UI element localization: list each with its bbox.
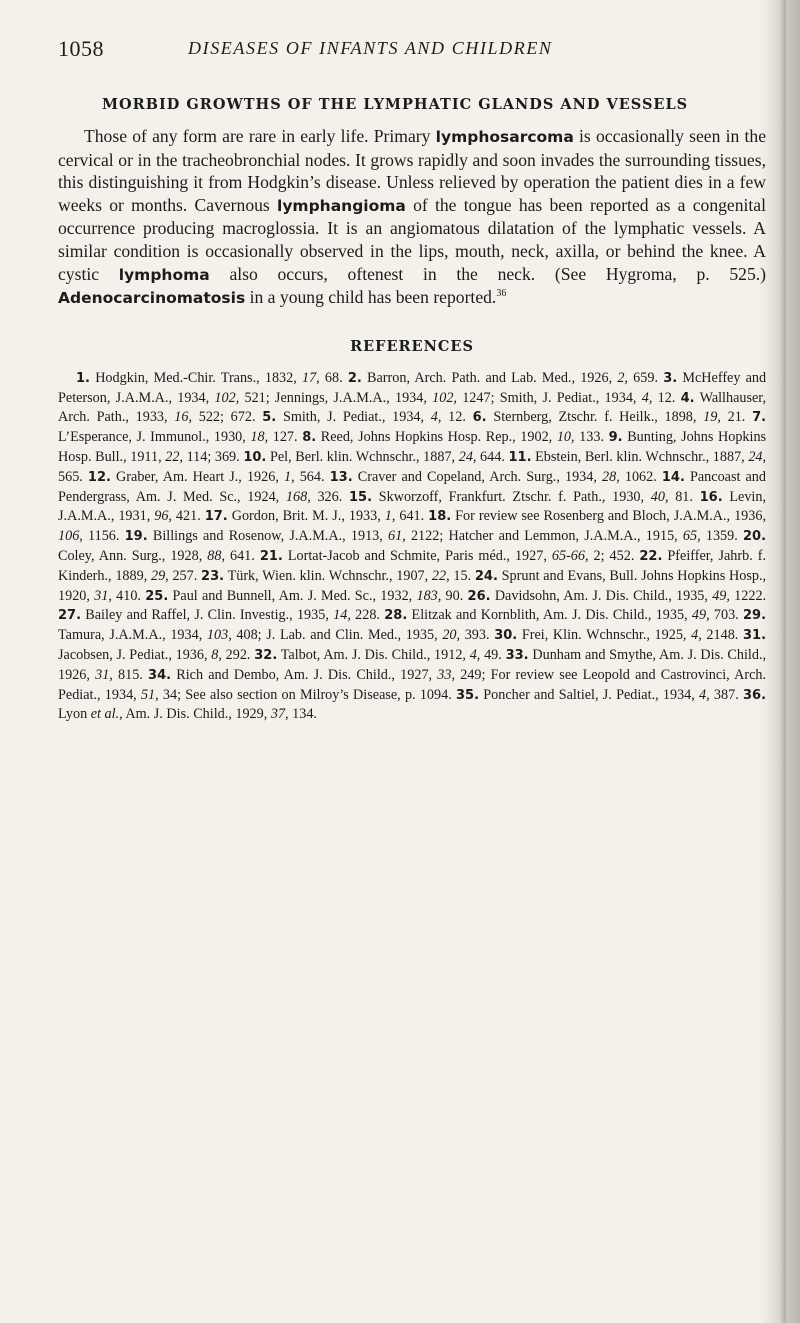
text-run: Those of any form are rare in early life. Primary xyxy=(84,126,436,146)
reference-volume: 18, xyxy=(250,429,269,446)
reference-text: 641. xyxy=(395,508,425,525)
reference-volume: 2, xyxy=(617,369,628,386)
reference-volume: 40, xyxy=(650,488,669,505)
reference-volume: 49, xyxy=(712,587,730,604)
reference-entry xyxy=(254,647,502,663)
reference-volume: 168, xyxy=(285,488,311,505)
reference-volume: 24, xyxy=(458,448,477,465)
reference-text: Bailey and Raffel, J. Clin. Investig., 1935, xyxy=(85,607,334,624)
reference-number: 5. xyxy=(262,410,277,426)
running-title: DISEASES OF INFANTS AND CHILDREN xyxy=(188,38,553,58)
reference-entry xyxy=(76,370,343,386)
reference-volume: 22, xyxy=(431,567,450,584)
reference-text: Coley, Ann. Surg., 1928, xyxy=(58,547,208,564)
text-run: of the tongue has been reported as a congenital occurrence producing macroglossia. It is an angiomatous dilatation of the lymphatic vessels. A similar condition is occasionally observed in the lips, mouth, neck, axilla, or behind the knee. A cystic xyxy=(58,194,766,284)
reference-number: 33. xyxy=(505,647,529,663)
reference-text: 644. xyxy=(476,448,505,465)
reference-text: 228. xyxy=(350,607,380,624)
reference-volume: 102, xyxy=(214,389,240,406)
reference-text: 81. xyxy=(668,488,693,505)
reference-text: 21. xyxy=(720,409,746,426)
reference-number: 30. xyxy=(494,628,518,644)
reference-number: 27. xyxy=(58,608,82,624)
reference-text: 703. xyxy=(709,607,739,624)
reference-number: 10. xyxy=(243,449,267,465)
references-heading: REFERENCES xyxy=(350,337,474,355)
reference-number: 13. xyxy=(329,469,353,485)
reference-number: 8. xyxy=(302,430,317,446)
reference-entry xyxy=(330,469,657,485)
reference-text: Skworzoff, Frankfurt. Ztschr. f. Path., 1930, xyxy=(378,488,651,505)
reference-text: Levin, J.A.M.A., 1931, xyxy=(58,488,767,525)
reference-text: 2122; Hatcher and Lemmon, J.A.M.A., 1915, xyxy=(405,528,683,545)
reference-entry xyxy=(348,370,658,386)
reference-text: 257. xyxy=(168,567,198,584)
reference-text: Lyon xyxy=(58,706,91,723)
reference-text: 68. xyxy=(319,369,343,386)
reference-volume: 37, xyxy=(270,706,289,723)
reference-number: 12. xyxy=(87,469,111,485)
reference-entry xyxy=(125,528,738,544)
reference-volume: 96, xyxy=(154,508,172,525)
reference-text: Graber, Am. Heart J., 1926, xyxy=(116,468,284,485)
reference-text: Wallhauser, Arch. Path., 1933, xyxy=(58,389,767,426)
reference-text: Lortat-Jacob and Schmite, Paris méd., 1927, xyxy=(287,547,552,564)
reference-volume: 61, xyxy=(388,528,406,545)
reference-text: 134. xyxy=(288,706,317,723)
reference-text: 815. xyxy=(112,666,143,683)
reference-entry xyxy=(260,548,635,564)
reference-number: 4. xyxy=(680,390,695,406)
reference-text: Jacobsen, J. Pediat., 1936, xyxy=(58,646,212,663)
reference-text: Gordon, Brit. M. J., 1933, xyxy=(231,508,385,525)
reference-number: 11. xyxy=(508,449,532,465)
reference-text: 659. xyxy=(627,369,658,386)
reference-entry xyxy=(468,588,767,604)
reference-entry xyxy=(473,409,746,425)
reference-text: Elitzak and Kornblith, Am. J. Dis. Child., 1935, xyxy=(411,607,692,624)
reference-text: 90. xyxy=(441,587,464,604)
reference-number: 9. xyxy=(608,430,623,446)
reference-number: 31. xyxy=(743,628,767,644)
reference-text: McHeffey and Peterson, J.A.M.A., 1934, xyxy=(58,369,767,406)
reference-volume: 49, xyxy=(691,607,710,624)
reference-text: 15. xyxy=(449,567,472,584)
references-list xyxy=(58,369,766,724)
reference-text: 521; Jennings, J.A.M.A., 1934, xyxy=(239,389,433,406)
reference-text: 565. xyxy=(58,468,83,485)
page-number: 1058 xyxy=(58,36,104,61)
reference-text: 641. xyxy=(225,547,255,564)
reference-text: Ebstein, Berl. klin. Wchnschr., 1887, xyxy=(535,448,749,465)
reference-text: Billings and Rosenow, J.A.M.A., 1913, xyxy=(152,528,389,545)
reference-text: 564. xyxy=(294,468,325,485)
reference-text: 2148. xyxy=(701,627,739,644)
page-content xyxy=(58,36,766,724)
reference-text: 249; For review see Leopold and Castrovinci, Arch. Pediat., 1934, xyxy=(58,666,767,703)
reference-number: 35. xyxy=(456,687,480,703)
reference-text: 393. xyxy=(460,627,490,644)
reference-entry xyxy=(58,607,380,623)
reference-entry xyxy=(349,489,693,505)
reference-volume: 22, xyxy=(165,448,183,465)
reference-text: Paul and Bunnell, Am. J. Med. Sc., 1932, xyxy=(172,587,417,604)
reference-volume: 51, xyxy=(140,686,159,703)
reference-text: Dunham and Smythe, Am. J. Dis. Child., 1926, xyxy=(58,646,767,683)
reference-text: Tamura, J.A.M.A., 1934, xyxy=(58,627,207,644)
reference-volume: 1, xyxy=(384,508,396,525)
reference-number: 22. xyxy=(639,548,663,564)
reference-number: 20. xyxy=(742,529,767,545)
footnote-marker: 36 xyxy=(496,288,507,300)
reference-entry xyxy=(262,409,466,425)
reference-entry xyxy=(243,449,505,465)
reference-entry xyxy=(456,687,739,703)
reference-number: 15. xyxy=(348,489,373,505)
reference-number: 29. xyxy=(743,608,767,624)
reference-text: Smith, J. Pediat., 1934, xyxy=(282,409,431,426)
reference-volume: 65, xyxy=(682,528,701,545)
reference-entry xyxy=(205,508,424,524)
reference-number: 19. xyxy=(124,529,148,545)
section-heading: MORBID GROWTHS OF THE LYMPHATIC GLANDS AND VESSELS xyxy=(102,96,689,113)
reference-text: Barron, Arch. Path. and Lab. Med., 1926, xyxy=(367,369,618,386)
reference-volume: 88, xyxy=(207,547,225,564)
page-edge-fold xyxy=(780,0,786,1323)
reference-number: 36. xyxy=(743,687,767,703)
reference-text: 408; J. Lab. and Clin. Med., 1935, xyxy=(231,627,443,644)
reference-text: 292. xyxy=(221,646,251,663)
bold-term: Adenocarcinomatosis xyxy=(58,289,246,308)
running-head xyxy=(58,36,766,70)
reference-volume: 65-66, xyxy=(551,547,589,564)
reference-text: 1222. xyxy=(729,587,767,604)
reference-text: Bunting, Johns Hopkins Hosp. Bull., 1911, xyxy=(58,429,767,465)
reference-entry xyxy=(88,469,325,485)
reference-text: 2; 452. xyxy=(588,547,635,564)
reference-volume: 106, xyxy=(58,528,83,545)
bold-term: lymphangioma xyxy=(277,196,406,215)
reference-number: 7. xyxy=(752,410,767,426)
reference-text: Türk, Wien. klin. Wchnschr., 1907, xyxy=(227,567,432,584)
reference-text: 1359. xyxy=(700,528,738,545)
reference-text: 34; See also section on Milroy’s Disease, p. 1094. xyxy=(158,686,452,703)
reference-number: 34. xyxy=(148,667,172,683)
reference-text: 1247; Smith, J. Pediat., 1934, xyxy=(456,389,642,406)
reference-number: 21. xyxy=(259,548,283,564)
reference-text: Talbot, Am. J. Dis. Child., 1912, xyxy=(280,646,470,663)
reference-text: 387. xyxy=(709,686,739,703)
reference-number: 3. xyxy=(663,370,678,386)
reference-number: 2. xyxy=(347,370,362,386)
reference-entry xyxy=(145,588,463,604)
reference-volume: 33, xyxy=(437,666,456,683)
reference-volume: 4, xyxy=(691,627,702,644)
reference-volume: 16, xyxy=(174,409,193,426)
text-run: is occasionally seen in the cervical or in the tracheobronchial nodes. It grows rapidly and soon invades the surrounding tissues, this distinguishing it from Hodgkin’s disease. Unless relieved by operation the patient dies in a few weeks or months. Cavernous xyxy=(58,126,766,215)
reference-volume: 29, xyxy=(150,567,169,584)
reference-text: Craver and Copeland, Arch. Surg., 1934, xyxy=(357,468,603,485)
reference-number: 24. xyxy=(474,568,498,584)
reference-text: Pancoast and Pendergrass, Am. J. Med. Sc., 1924, xyxy=(58,468,766,505)
reference-text: Hodgkin, Med.-Chir. Trans., 1832, xyxy=(95,369,302,386)
reference-text: Pel, Berl. klin. Wchnschr., 1887, xyxy=(269,448,459,465)
reference-number: 28. xyxy=(384,608,408,624)
reference-volume: 102, xyxy=(432,389,457,406)
reference-number: 1. xyxy=(76,370,90,386)
reference-text: 49. xyxy=(480,646,502,663)
reference-number: 14. xyxy=(661,469,685,485)
reference-volume: 31, xyxy=(95,666,113,683)
reference-text: Pfeiffer, Jahrb. f. Kinderh., 1889, xyxy=(58,547,767,584)
reference-volume: 1, xyxy=(283,468,295,485)
reference-text: 114; 369. xyxy=(182,448,240,465)
bold-term: lymphoma xyxy=(118,265,210,284)
reference-text: Sternberg, Ztschr. f. Heilk., 1898, xyxy=(493,409,704,426)
reference-text: 410. xyxy=(111,587,141,604)
reference-text: 421. xyxy=(171,508,201,525)
reference-text: Rich and Dembo, Am. J. Dis. Child., 1927, xyxy=(176,666,438,683)
reference-text: 12. xyxy=(441,409,466,426)
reference-text: Davidsohn, Am. J. Dis. Child., 1935, xyxy=(494,587,713,604)
reference-entry xyxy=(302,429,604,445)
text-run: also occurs, oftenest in the neck. (See Hygroma, p. 525.) xyxy=(209,263,767,284)
text-run: in a young child has been reported. xyxy=(245,287,497,308)
reference-entry xyxy=(201,568,471,584)
reference-text: For review see Rosenberg and Bloch, J.A.M.A., 1936, xyxy=(455,508,766,525)
reference-text: Frei, Klin. Wchnschr., 1925, xyxy=(521,627,692,644)
reference-volume: 4, xyxy=(641,389,653,406)
reference-number: 32. xyxy=(254,647,278,663)
reference-text: Sprunt and Evans, Bull. Johns Hopkins Hosp., 1920, xyxy=(58,567,767,604)
reference-volume: 103, xyxy=(206,627,232,644)
reference-text: 12. xyxy=(652,389,676,406)
reference-volume: 14, xyxy=(333,607,351,624)
reference-volume: 20, xyxy=(442,627,461,644)
reference-text: 1156. xyxy=(82,528,120,545)
reference-text: Poncher and Saltiel, J. Pediat., 1934, xyxy=(483,686,700,703)
reference-number: 6. xyxy=(472,410,487,426)
body-paragraph xyxy=(58,125,766,310)
reference-volume: 4, xyxy=(469,646,481,663)
reference-volume: 4, xyxy=(430,409,442,426)
reference-text: 133. xyxy=(574,429,604,446)
reference-number: 26. xyxy=(467,588,491,604)
reference-volume: 4, xyxy=(699,686,710,703)
reference-volume: 10, xyxy=(556,429,575,446)
reference-number: 25. xyxy=(145,588,169,604)
reference-volume: 183, xyxy=(416,587,442,604)
reference-text: 522; 672. xyxy=(192,409,256,426)
reference-volume: 24, xyxy=(748,448,767,465)
reference-volume: et al., xyxy=(90,706,123,723)
reference-volume: 8, xyxy=(211,646,222,663)
reference-text: 326. xyxy=(310,488,343,505)
reference-text: 127. xyxy=(268,429,298,446)
reference-number: 23. xyxy=(201,568,225,584)
reference-volume: 31, xyxy=(94,587,112,604)
reference-text: Am. J. Dis. Child., 1929, xyxy=(122,706,271,723)
reference-entry xyxy=(494,627,738,643)
reference-number: 16. xyxy=(699,489,723,505)
reference-volume: 17, xyxy=(301,369,320,386)
bold-term: lymphosarcoma xyxy=(435,128,574,146)
reference-number: 18. xyxy=(428,509,452,525)
reference-text: Reed, Johns Hopkins Hosp. Rep., 1902, xyxy=(320,429,557,446)
reference-number: 17. xyxy=(204,509,228,525)
reference-volume: 28, xyxy=(602,468,620,485)
reference-volume: 19, xyxy=(703,409,721,426)
reference-entry xyxy=(384,607,739,623)
reference-text: 1062. xyxy=(619,468,657,485)
reference-text: L’Esperance, J. Immunol., 1930, xyxy=(58,429,251,446)
